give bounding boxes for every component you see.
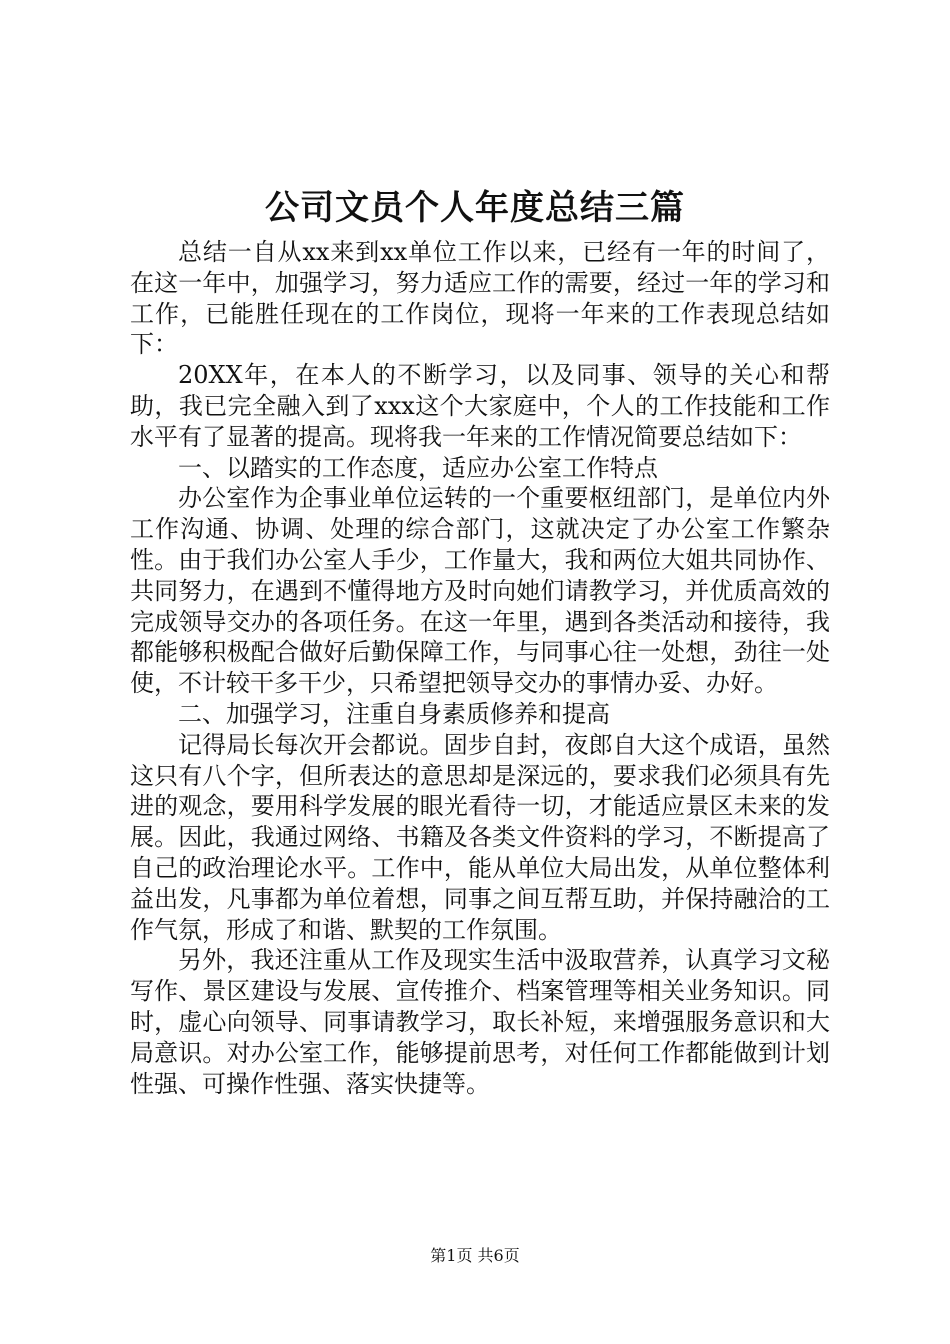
page-footer: 第1页 共6页 (430, 1246, 520, 1265)
section-heading-1: 一、以踏实的工作态度，适应办公室工作特点 (178, 453, 658, 482)
paragraph-additional: 另外，我还注重从工作及现实生活中汲取营养，认真学习文秘写作、景区建设与发展、宣传推介、档案管理等相关业务知识。同时，虚心向领导、同事请教学习，取长补短，来增强服务意识和大局意识。对办公室工作，能够提前思考，对任何工作都能做到计划性强、可操作性强、落实快捷等。 (130, 946, 830, 1098)
paragraph-study: 记得局长每次开会都说。固步自封，夜郎自大这个成语，虽然这只有八个字，但所表达的意思却是深远的，要求我们必须具有先进的观念，要用科学发展的眼光看待一切，才能适应景区未来的发展。因此，我通过网络、书籍及各类文件资料的学习，不断提高了自己的政治理论水平。工作中，能从单位大局出发，从单位整体利益出发，凡事都为单位着想，同事之间互帮互助，并保持融洽的工作气氛，形成了和谐、默契的工作氛围。 (130, 730, 830, 944)
paragraph-intro: 总结一自从xx来到xx单位工作以来，已经有一年的时间了，在这一年中，加强学习，努力适应工作的需要，经过一年的学习和工作，已能胜任现在的工作岗位，现将一年来的工作表现总结如下： (130, 238, 830, 359)
paragraph-overview: 20XX年，在本人的不断学习，以及同事、领导的关心和帮助，我已完全融入到了xxx这个大家庭中，个人的工作技能和工作水平有了显著的提高。现将我一年来的工作情况简要总结如下： (130, 361, 830, 451)
document-title: 公司文员个人年度总结三篇 (265, 188, 685, 228)
paragraph-office-work: 办公室作为企事业单位运转的一个重要枢纽部门，是单位内外工作沟通、协调、处理的综合部门，这就决定了办公室工作繁杂性。由于我们办公室人手少，工作量大，我和两位大姐共同协作、共同努力，在遇到不懂得地方及时向她们请教学习，并优质高效的完成领导交办的各项任务。在这一年里，遇到各类活动和接待，我都能够积极配合做好后勤保障工作，与同事心往一处想，劲往一处使，不计较干多干少，只希望把领导交办的事情办妥、办好。 (130, 484, 830, 698)
document-body (130, 237, 830, 1099)
section-heading-2: 二、加强学习，注重自身素质修养和提高 (178, 699, 610, 728)
